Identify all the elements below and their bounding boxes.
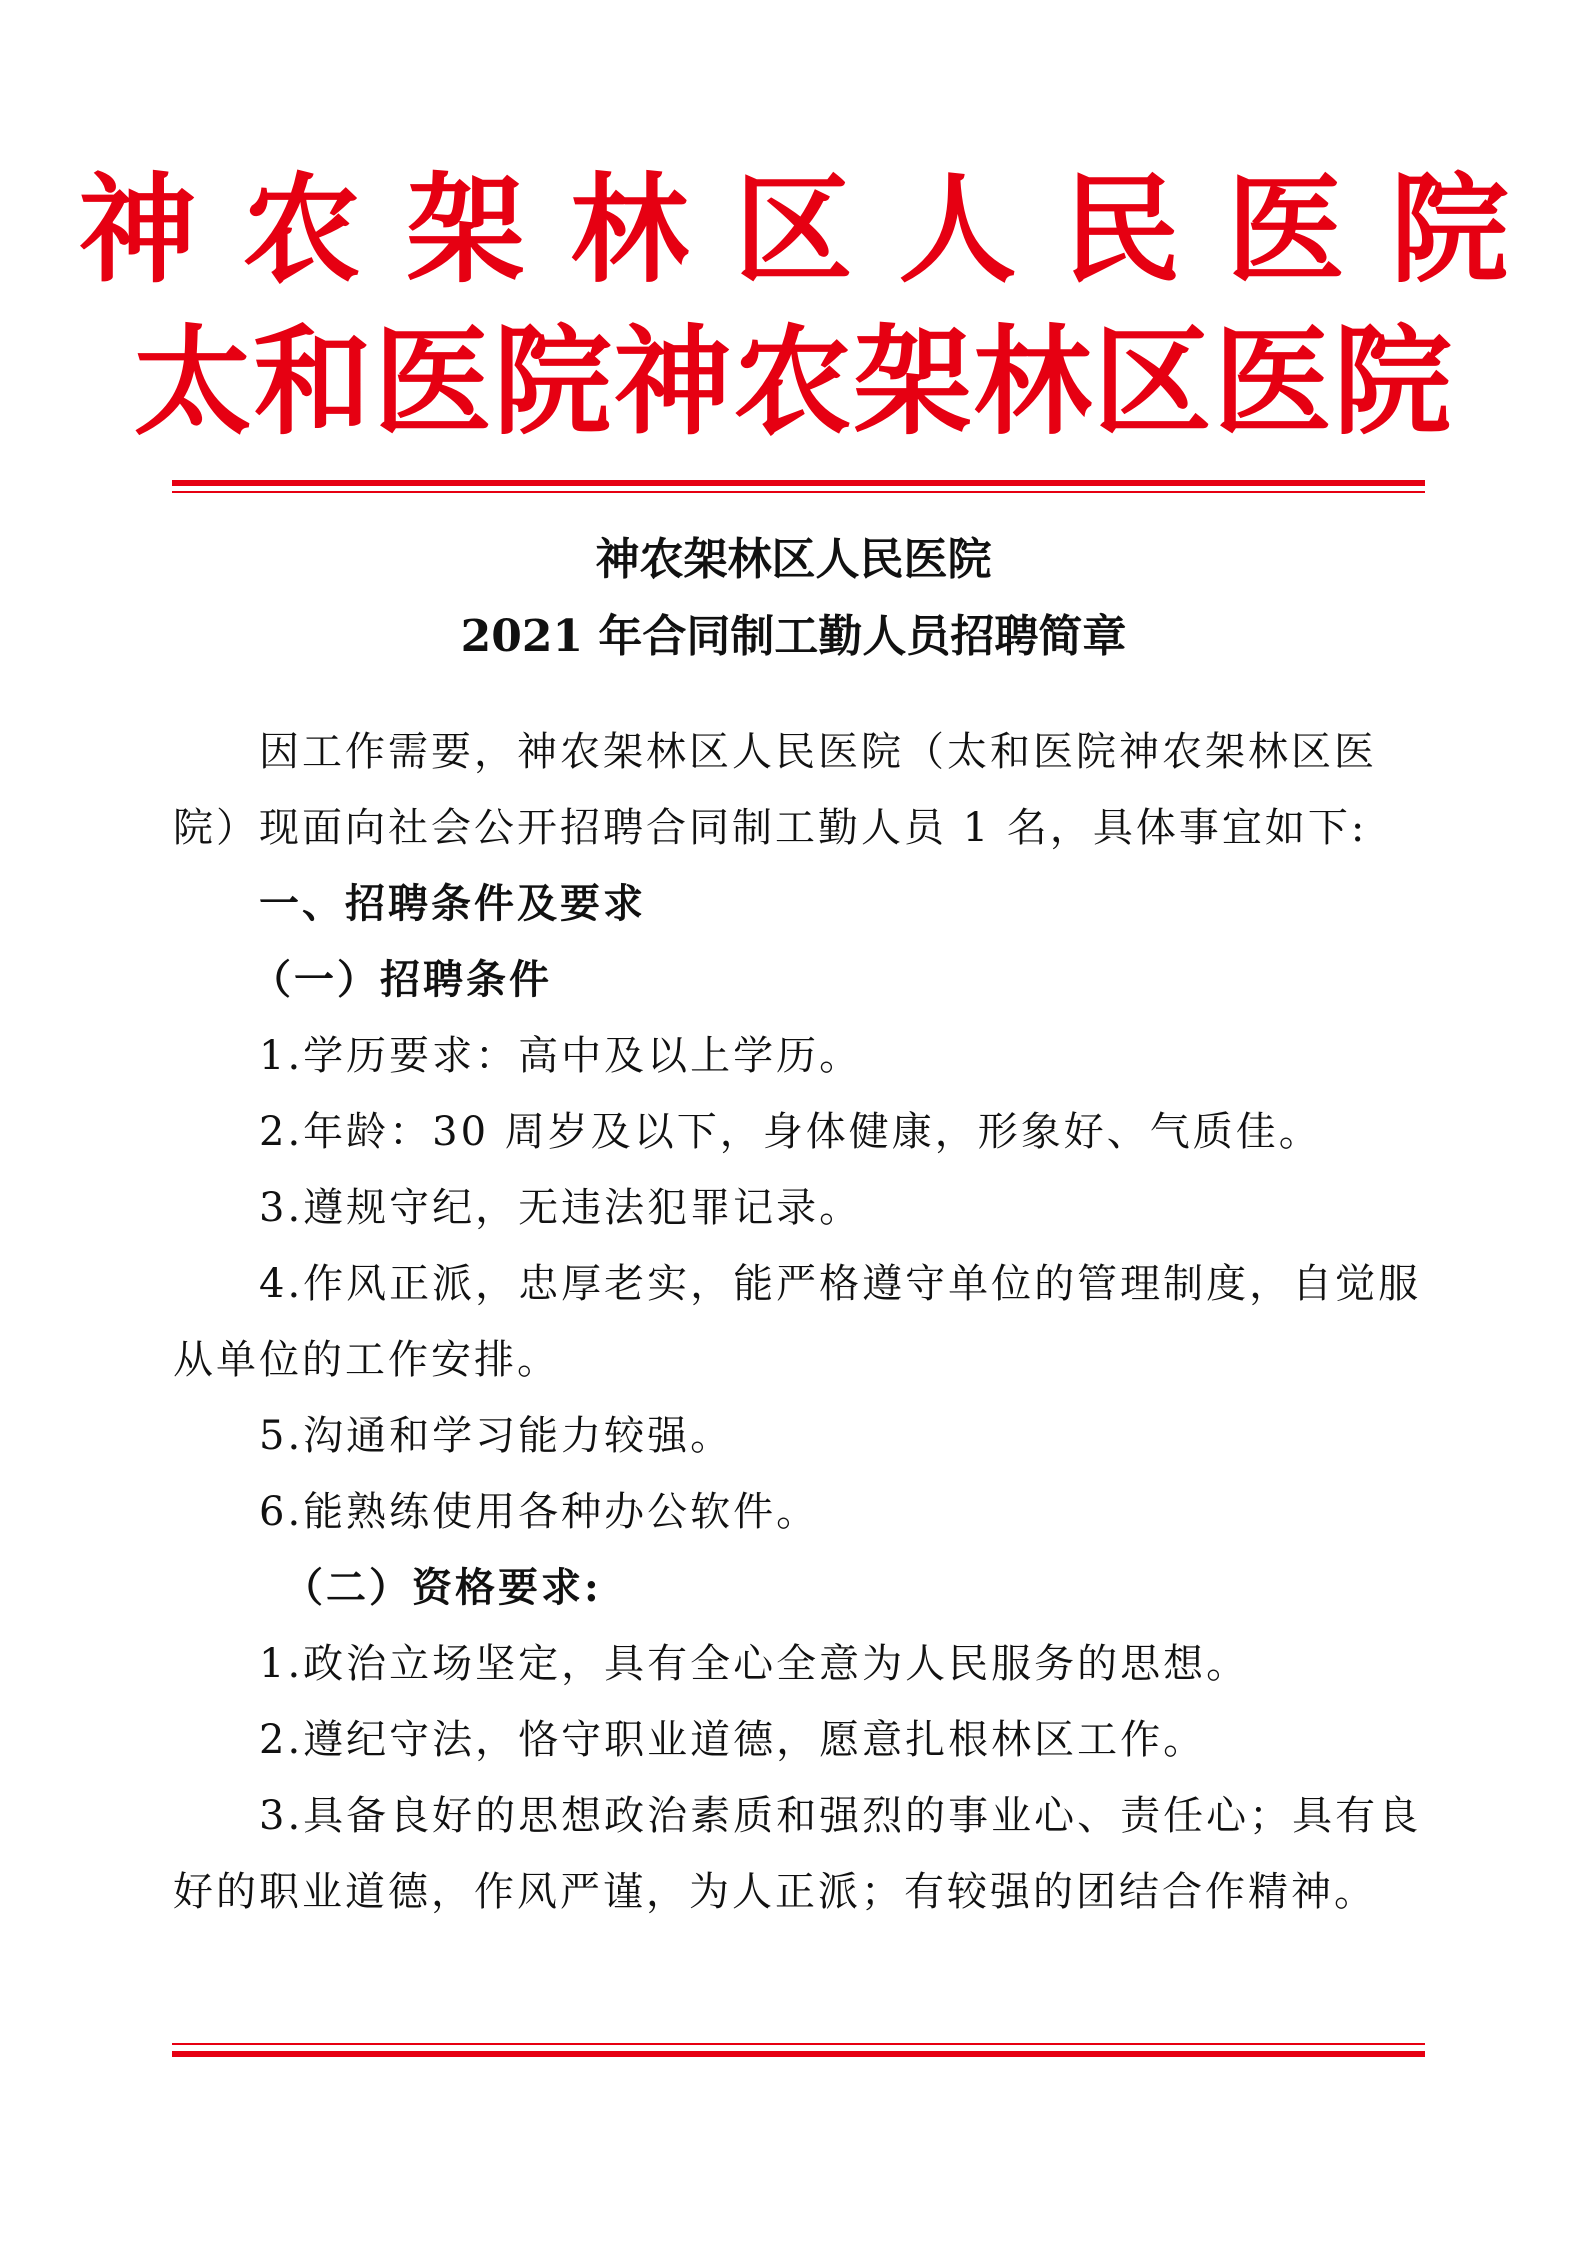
subsection-heading-conditions: （一）招聘条件 [251,956,552,1003]
subsection-heading-requirements: （二）资格要求: [283,1564,602,1611]
top-divider-thin [172,491,1425,493]
letterhead-line-1: 神农架林区人民医院 [78,160,1555,299]
intro-paragraph: 因工作需要，神农架林区人民医院（太和医院神农架林区医院）现面向社会公开招聘合同制工勤人员 1 名，具体事宜如下: [173,729,1377,851]
document-title-line-1: 神农架林区人民医院 [595,534,992,585]
condition-item: 3.遵规守纪，无违法犯罪记录。 [259,1185,863,1231]
document-title-line-2: 2021 年合同制工勤人员招聘简章 [460,611,1127,662]
top-divider-thick [172,480,1425,486]
condition-item: 6.能熟练使用各种办公软件。 [259,1489,820,1535]
condition-item: 4.作风正派，忠厚老实，能严格遵守单位的管理制度，自觉服从单位的工作安排。 [173,1261,1422,1383]
condition-item: 1.学历要求：高中及以上学历。 [259,1033,863,1079]
letterhead-line-2: 太和医院神农架林区医院 [133,312,1454,451]
section-heading-1: 一、招聘条件及要求 [259,880,646,927]
condition-item: 5.沟通和学习能力较强。 [259,1413,734,1459]
document-body [173,714,1425,1930]
bottom-divider-thick [172,2051,1425,2057]
condition-item: 2.年龄：30 周岁及以下，身体健康，形象好、气质佳。 [259,1109,1322,1155]
requirement-item: 3.具备良好的思想政治素质和强烈的事业心、责任心；具有良好的职业道德，作风严谨，为人正派；有较强的团结合作精神。 [173,1793,1422,1915]
requirement-item: 1.政治立场坚定，具有全心全意为人民服务的思想。 [259,1641,1250,1687]
bottom-divider-thin [172,2043,1425,2045]
requirement-item: 2.遵纪守法，恪守职业道德，愿意扎根林区工作。 [259,1717,1207,1763]
